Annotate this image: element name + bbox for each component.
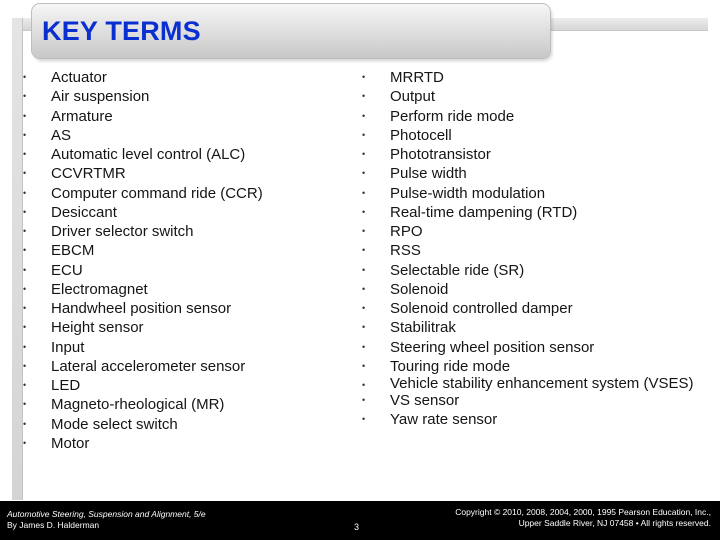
- term-item: • Electromagnet: [23, 280, 343, 299]
- footer-publisher: Upper Saddle River, NJ 07458 • All rights reserved.: [518, 518, 711, 528]
- term-item: • Perform ride mode: [362, 107, 702, 126]
- term-item: • Output: [362, 87, 702, 106]
- term-item: • Selectable ride (SR): [362, 261, 702, 280]
- term-item: • Air suspension: [23, 87, 343, 106]
- slide-title: KEY TERMS: [42, 16, 201, 46]
- term-item: • Armature: [23, 107, 343, 126]
- term-item: • Automatic level control (ALC): [23, 145, 343, 164]
- terms-list-left: [23, 68, 343, 453]
- footer-copyright: Copyright © 2010, 2008, 2004, 2000, 1995 Pearson Education, Inc.,: [455, 507, 711, 517]
- term-item: • Motor: [23, 434, 343, 453]
- term-item: • Handwheel position sensor: [23, 299, 343, 318]
- term-item: • VS sensor: [362, 391, 702, 410]
- term-item: • Solenoid: [362, 280, 702, 299]
- term-item: • Input: [23, 338, 343, 357]
- term-item: • Actuator: [23, 68, 343, 87]
- term-item: • Desiccant: [23, 203, 343, 222]
- term-item: • ECU: [23, 261, 343, 280]
- term-item: • Computer command ride (CCR): [23, 184, 343, 203]
- term-item: • MRRTD: [362, 68, 702, 87]
- footer-bar: [0, 501, 720, 540]
- term-item: • AS: [23, 126, 343, 145]
- term-item: • Phototransistor: [362, 145, 702, 164]
- page-number: 3: [354, 522, 360, 532]
- footer-book-title: Automotive Steering, Suspension and Alignment, 5/e: [7, 509, 206, 519]
- term-item: • Magneto-rheological (MR): [23, 395, 343, 414]
- term-item: • Driver selector switch: [23, 222, 343, 241]
- term-item: • RPO: [362, 222, 702, 241]
- term-item: • Steering wheel position sensor: [362, 338, 702, 357]
- footer-author: By James D. Halderman: [7, 520, 100, 530]
- term-item: • Yaw rate sensor: [362, 410, 702, 429]
- term-item: • Height sensor: [23, 318, 343, 337]
- term-item: • LED: [23, 376, 343, 395]
- term-item: • CCVRTMR: [23, 164, 343, 183]
- term-item: • Touring ride mode: [362, 357, 702, 376]
- term-item: • EBCM: [23, 241, 343, 260]
- term-item: • Real-time dampening (RTD): [362, 203, 702, 222]
- term-item: • Mode select switch: [23, 415, 343, 434]
- slide-frame-left: [12, 18, 23, 500]
- terms-list-right: [362, 68, 702, 430]
- term-item: • Photocell: [362, 126, 702, 145]
- footer-book-info: [7, 509, 206, 531]
- term-item: • Pulse-width modulation: [362, 184, 702, 203]
- term-item: • Solenoid controlled damper: [362, 299, 702, 318]
- term-item: • Vehicle stability enhancement system (VSES): [362, 376, 702, 391]
- term-item: • RSS: [362, 241, 702, 260]
- term-item: • Stabilitrak: [362, 318, 702, 337]
- footer-copyright-block: [455, 507, 711, 529]
- term-item: • Lateral accelerometer sensor: [23, 357, 343, 376]
- term-item: • Pulse width: [362, 164, 702, 183]
